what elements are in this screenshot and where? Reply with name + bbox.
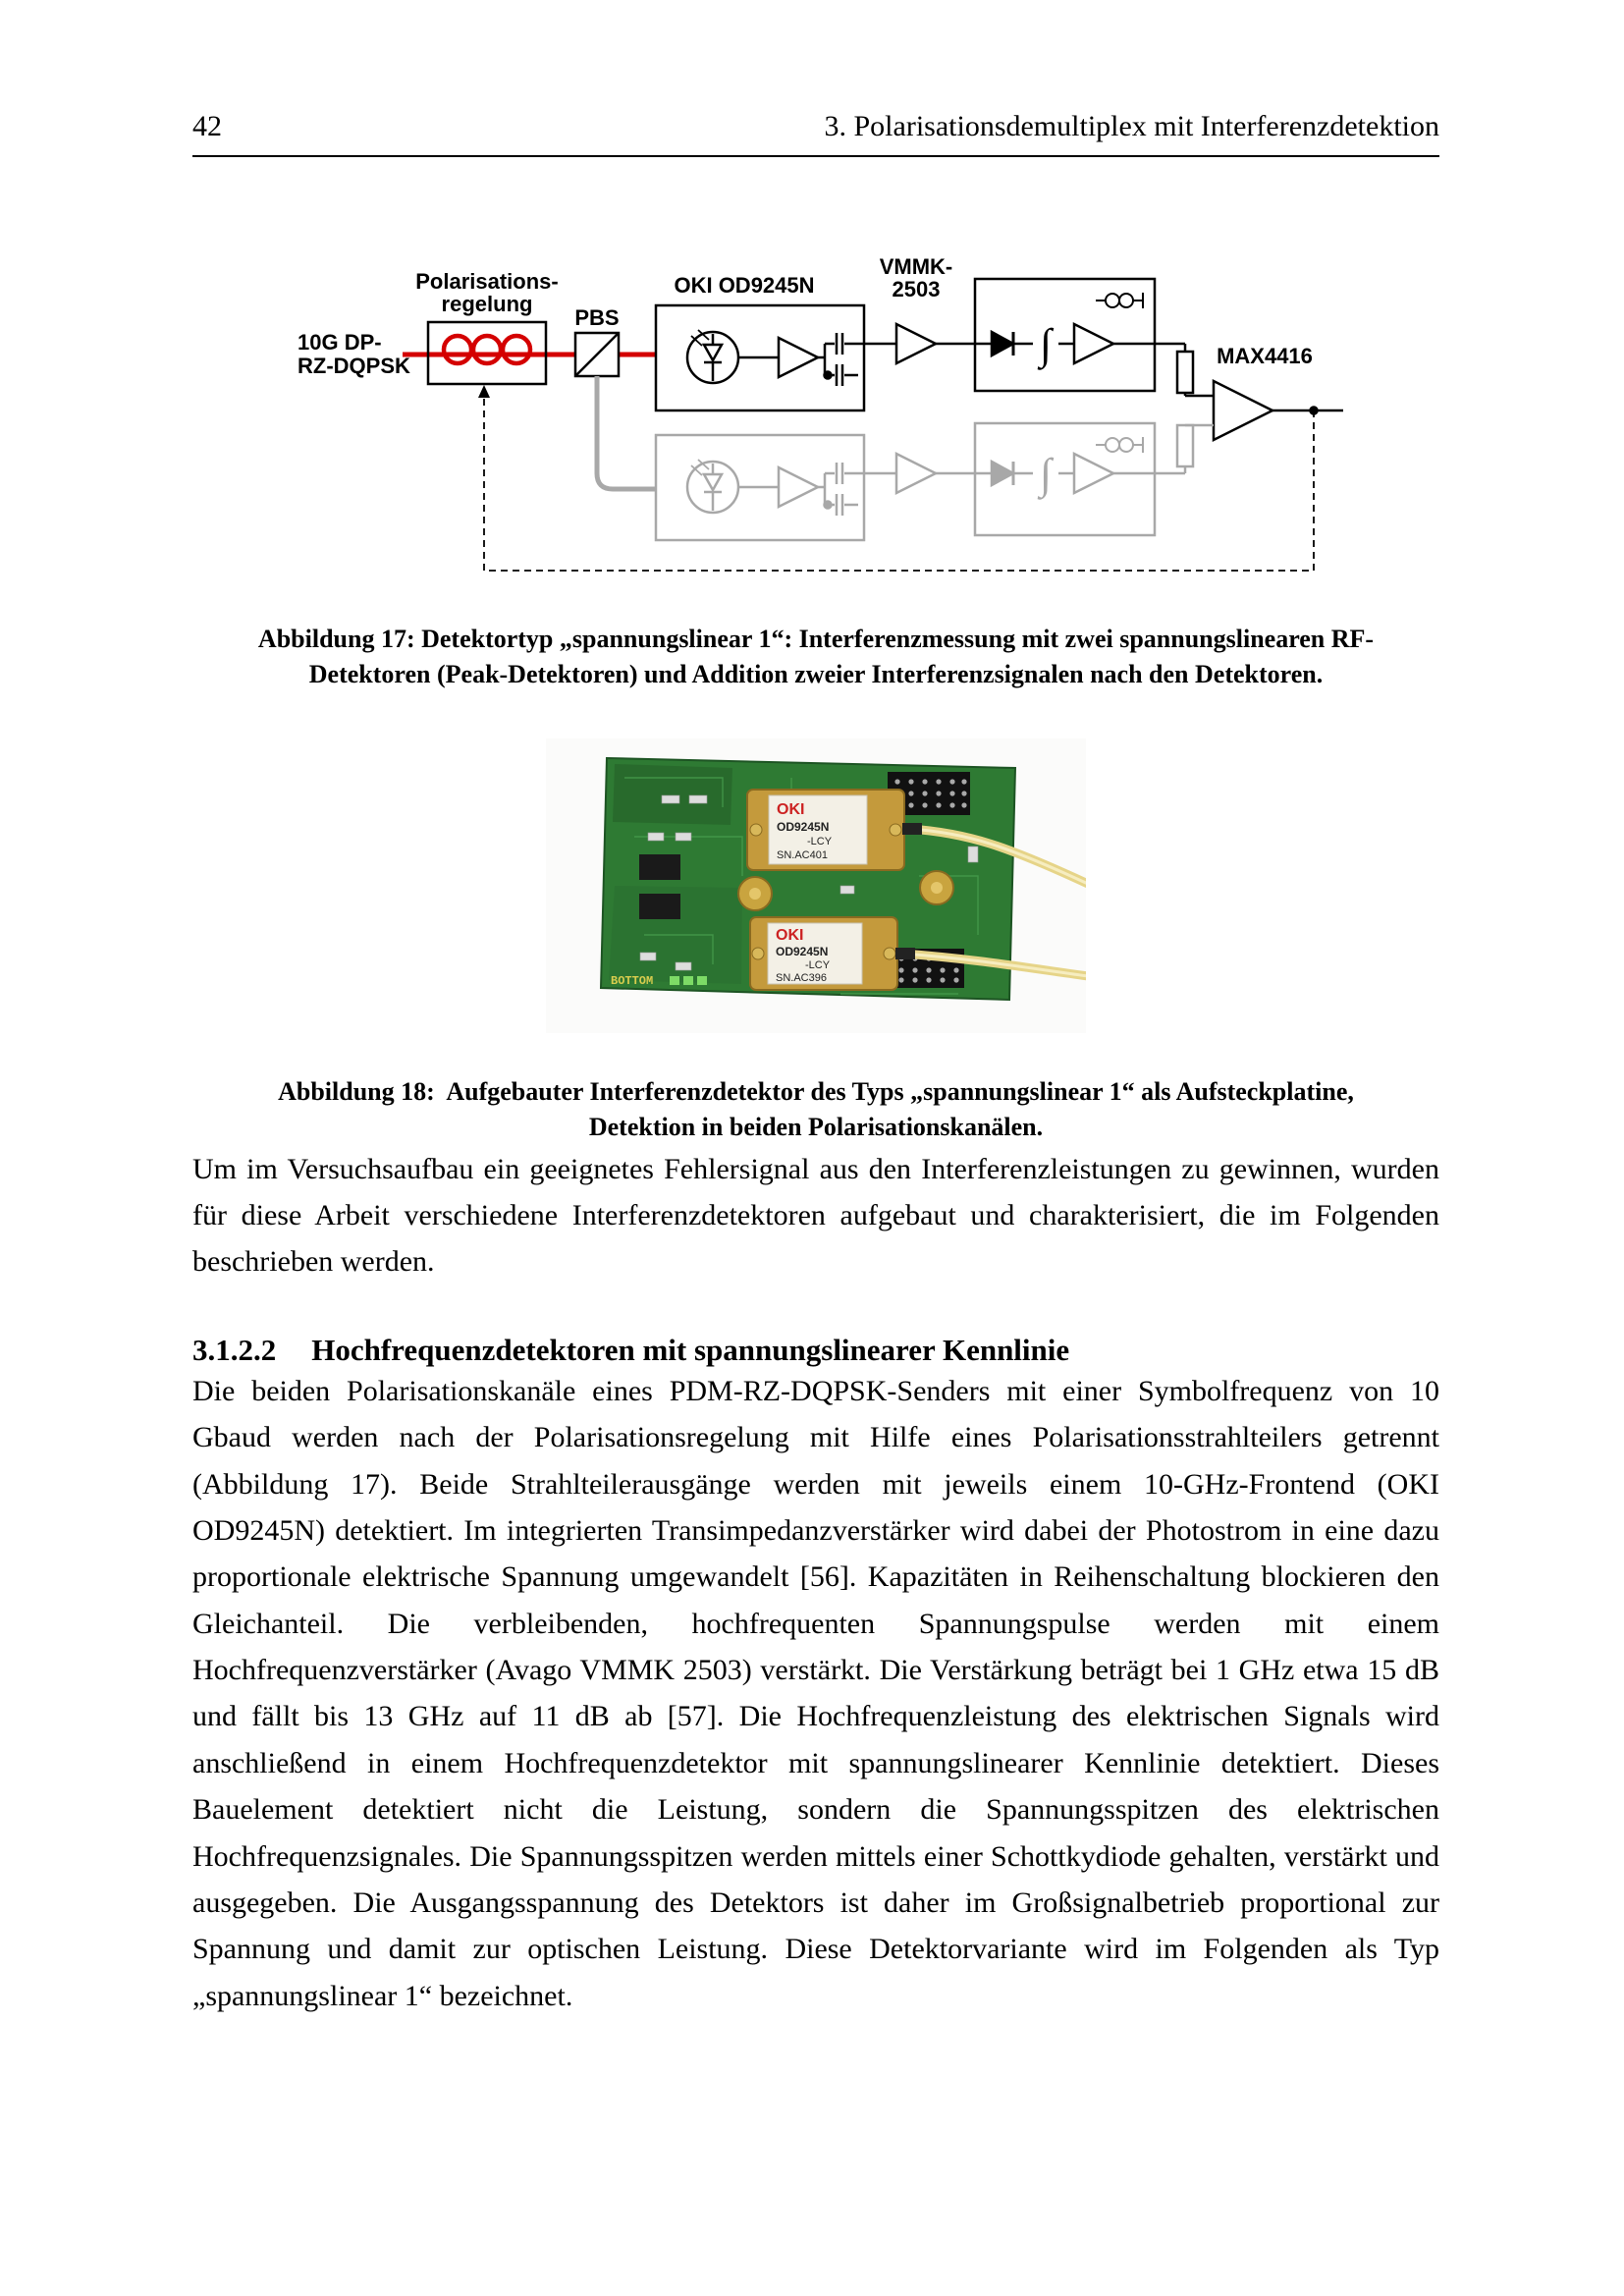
svg-text:OKI: OKI — [777, 800, 805, 818]
detector-box-ch1 — [975, 279, 1155, 391]
fiber-boot-2 — [895, 948, 915, 959]
buffer-amp-icon-ch1 — [1074, 324, 1113, 363]
oki-frontend-ch1 — [656, 273, 864, 410]
pcb-photo — [546, 738, 1086, 1033]
vmmk-amp-ch1 — [864, 254, 975, 363]
oki-frontend-ch2 — [656, 435, 975, 540]
integrator-symbol-ch1: ∫ — [1039, 320, 1053, 368]
svg-text:VMMK-: VMMK- — [879, 254, 953, 279]
svg-text:-LCY: -LCY — [805, 958, 831, 971]
buffer-amp-icon-ch2 — [1074, 454, 1113, 493]
oki-module-2 — [750, 917, 915, 990]
integrator-symbol-ch2: ∫ — [1039, 450, 1053, 498]
figure18-caption-line1: Abbildung 18: Aufgebauter Interferenzdetektor des Typs „spannungslinear 1“ als Aufsteckplatine, — [278, 1076, 1354, 1106]
amp-icon-ch2 — [896, 454, 936, 493]
polarization-controller — [415, 269, 558, 384]
figure17-caption — [192, 622, 1439, 693]
figure17-caption-line2: Detektoren (Peak-Detektoren) und Addition zweier Interferenzsignalen nach den Detektoren. — [308, 660, 1324, 689]
svg-text:2503: 2503 — [892, 277, 941, 301]
detector-block-diagram — [283, 242, 1343, 595]
tia-amp-icon-ch2 — [779, 467, 818, 507]
svg-text:OD9245N: OD9245N — [776, 944, 829, 958]
svg-text:OKI: OKI — [776, 926, 804, 944]
page-number: 42 — [192, 110, 222, 142]
fiber-boot-1 — [902, 823, 922, 835]
section-number: 3.1.2.2 — [192, 1332, 277, 1367]
svg-text:-LCY: -LCY — [807, 835, 833, 847]
silkscreen-marks — [670, 976, 707, 985]
silkscreen-bottom-label: BOTTOM — [611, 973, 654, 988]
section-body-paragraph: Die beiden Polarisationskanäle eines PDM-RZ-DQPSK-Senders mit einer Symbolfrequenz von 10 Gbaud werden nach der Polarisationsregelung mit Hilfe eines Polarisationsstrahlteilers getrennt (Abbildung 17). Beide Strahlteilerausgänge werden mit jeweils einem 10-GHz-Frontend (OKI OD9245N) detektiert. Im integrierten Transimpedanzverstärker wird dabei der Photostrom in eine dazu proportionale elektrische Spannung umgewandelt [56]. Kapazitäten in Reihenschaltung blockieren den Gleichanteil. Die verbleibenden, hochfrequenten Spannungspulse werden mit einem Hochfrequenzverstärker (Avago VMMK 2503) verstärkt. Die Verstärkung beträgt bei 1 GHz etwa 15 dB und fällt bis 13 GHz auf 11 dB ab [57]. Die Hochfrequenzleistung des elektrischen Signals wird anschließend in einem Hochfrequenzdetektor mit spannungslinearer Kennlinie detektiert. Dieses Bauelement detektiert nicht die Leistung, sondern die Spannungsspitzen des elektrischen Hochfrequenzsignales. Die Spannungsspitzen werden mittels einer Schottkydiode gehalten, verstärkt und ausgegeben. Die Ausgangsspannung des Detektors ist daher im Großsignalbetrieb proportional zur Spannung und damit zur optischen Leistung. Diese Detektorvariante wird im Folgenden als Typ „spannungslinear 1“ bezeichnet. — [192, 1374, 1439, 2012]
figure17-caption-line1: Abbildung 17: Detektortyp „spannungslinear 1“: Interferenzmessung mit zwei spannungslinearen RF- — [257, 625, 1375, 653]
peak-detector-ch1 — [975, 279, 1155, 391]
ic-block-1 — [639, 854, 680, 880]
svg-text:SN.AC401: SN.AC401 — [777, 848, 828, 861]
max4416-label: MAX4416 — [1217, 344, 1313, 368]
figure18-photo — [192, 738, 1439, 1033]
tia-amp-icon-ch1 — [779, 338, 818, 377]
page-header — [192, 110, 1439, 157]
figure18-caption-line2: Detektion in beiden Polarisationskanälen. — [588, 1113, 1044, 1142]
figure17-diagram — [283, 242, 1439, 600]
amp-icon-ch1 — [896, 324, 936, 363]
svg-text:OD9245N: OD9245N — [777, 819, 830, 834]
choke-icon-ch1 — [1096, 293, 1143, 308]
intro-paragraph: Um im Versuchsaufbau ein geeignetes Fehlersignal aus den Interferenzleistungen zu gewinnen, wurden für diese Arbeit verschiedene Interferenzdetektoren aufgebaut und charakterisiert, die im Folgenden beschrieben werden. — [192, 1152, 1439, 1279]
svg-text:regelung: regelung — [441, 292, 533, 316]
oki-module-1 — [747, 790, 922, 870]
figure18-caption — [192, 1074, 1439, 1146]
svg-text:RZ-DQPSK: RZ-DQPSK — [298, 354, 410, 378]
fiber-channel2 — [597, 376, 656, 489]
resistor-icon-ch1 — [1177, 352, 1193, 393]
input-signal-label — [298, 330, 410, 378]
sum-amp-icon — [1214, 381, 1272, 440]
pbs-splitter — [574, 305, 619, 376]
svg-text:PBS: PBS — [574, 305, 620, 330]
ic-block-2 — [639, 894, 680, 919]
peak-detector-ch2 — [975, 423, 1214, 535]
section-title: Hochfrequenzdetektoren mit spannungslinearer Kennlinie — [311, 1332, 1070, 1367]
svg-text:Polarisations-: Polarisations- — [415, 269, 559, 294]
chapter-title: 3. Polarisationsdemultiplex mit Interferenzdetektion — [824, 110, 1439, 142]
svg-text:OKI OD9245N: OKI OD9245N — [674, 273, 815, 298]
schottky-diode-icon-ch2 — [992, 462, 1013, 485]
svg-text:10G DP-: 10G DP- — [298, 330, 382, 355]
svg-text:SN.AC396: SN.AC396 — [776, 971, 827, 984]
feedback-arrow-icon — [478, 385, 490, 398]
schottky-diode-icon-ch1 — [992, 332, 1013, 355]
resistor-icon-ch2 — [1177, 425, 1193, 466]
fiber-loop-icon — [444, 336, 530, 363]
section-heading — [192, 1333, 1439, 1368]
choke-icon-ch2 — [1096, 437, 1143, 453]
